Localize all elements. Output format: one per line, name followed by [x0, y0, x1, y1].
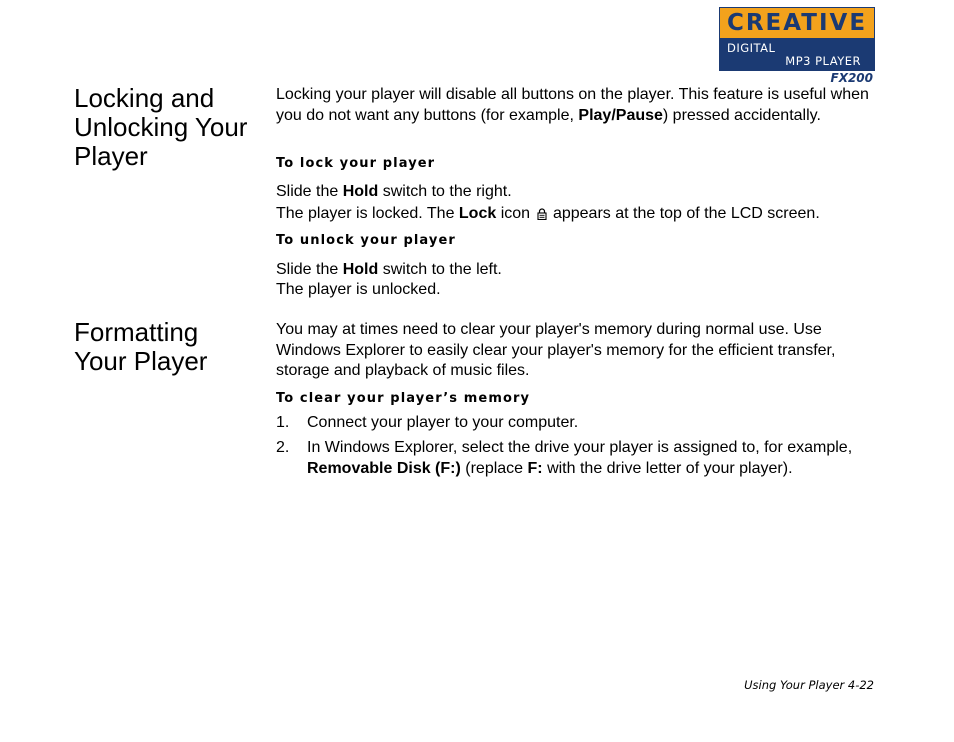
hold-label-2: Hold: [342, 261, 379, 278]
heading-formatting-line-2: Your Player: [74, 346, 208, 376]
step-2-number: 2.: [276, 439, 290, 456]
logo-line-1: DIGITAL: [727, 41, 776, 55]
logo-band: [719, 39, 875, 71]
heading-formatting: [74, 318, 264, 376]
step-1-number: 1.: [276, 414, 290, 431]
removable-disk-label: Removable Disk (F:): [307, 459, 461, 477]
creative-logo: [719, 7, 875, 87]
lock-result: The player is locked. The Lock icon appears at the top of the LCD screen.: [276, 205, 820, 222]
subheading-clear-memory: To clear your player’s memory: [276, 391, 531, 406]
subheading-unlock: To unlock your player: [276, 233, 456, 248]
lock-icon: [537, 208, 547, 220]
unlock-step: Slide the Hold switch to the left.: [276, 261, 502, 278]
heading-locking-line-2: Unlocking Your: [74, 112, 248, 142]
drive-letter-label: F:: [527, 459, 543, 477]
heading-locking-line-1: Locking and: [74, 83, 215, 113]
logo-line-2: MP3 PLAYER: [785, 54, 861, 68]
heading-locking-line-3: Player: [74, 141, 148, 171]
step-1-text: Connect your player to your computer.: [307, 414, 579, 431]
heading-formatting-line-1: Formatting: [74, 317, 199, 347]
heading-locking: [74, 84, 264, 171]
hold-label: Hold: [342, 183, 379, 200]
logo-brand: CREATIVE: [719, 7, 875, 39]
locking-intro: Locking your player will disable all buttons on the player. This feature is useful when you do not want any buttons (for example, Play/Pause) pressed accidentally.: [276, 86, 869, 124]
formatting-intro: You may at times need to clear your player's memory during normal use. Use Windows Explorer to easily clear your player's memory for the efficient transfer, storage and playback of music files.: [276, 321, 836, 379]
subheading-lock: To lock your player: [276, 156, 436, 171]
lock-step: Slide the Hold switch to the right.: [276, 183, 512, 200]
unlock-result: The player is unlocked.: [276, 281, 441, 298]
logo-model: FX200: [830, 71, 873, 85]
step-2-text: In Windows Explorer, select the drive your player is assigned to, for example, Removable Disk (F:) (replace F: with the drive letter of your player).: [307, 439, 853, 477]
page-footer: Using Your Player 4-22: [744, 678, 874, 692]
play-pause-label: Play/Pause: [578, 106, 663, 124]
lock-label: Lock: [458, 205, 497, 222]
